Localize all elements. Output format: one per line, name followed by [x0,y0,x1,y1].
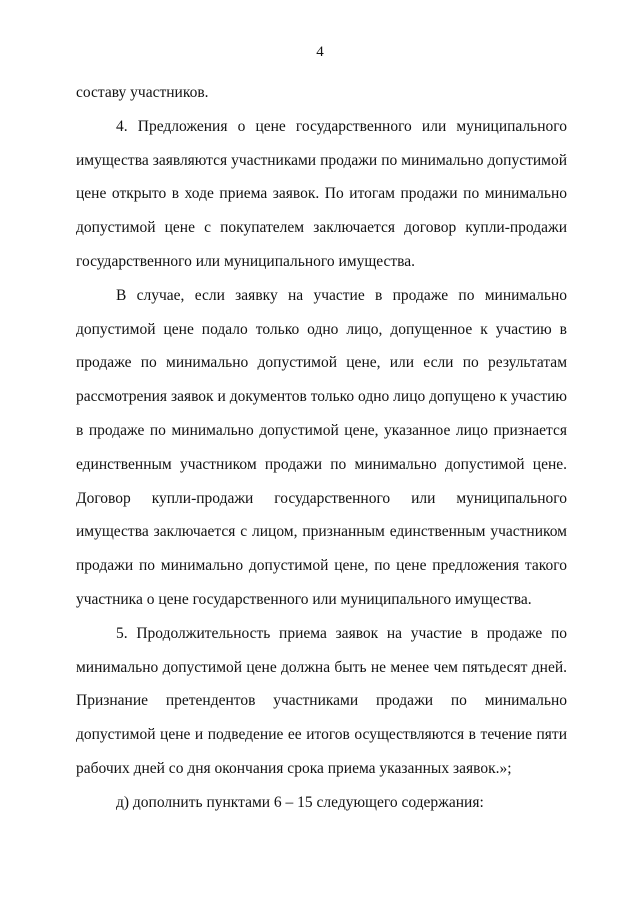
text-line: цене открыто в ходе приема заявок. По итогам продажи по минимально [76,185,567,203]
text-line: составу участников. [76,84,209,101]
text-line: продажи по минимально допустимой цене, по цене предложения такого [76,557,567,575]
text-line: рабочих дней со дня окончания срока приема указанных заявок.»; [76,759,512,777]
text-line: имущества заключается с лицом, признанным единственным участником [76,523,567,541]
text-line: рассмотрения заявок и документов только одно лицо допущено к участию [76,388,567,406]
page-number: 4 [316,44,324,60]
text-line: продаже по минимально допустимой цене, или если по результатам [76,354,567,372]
text-line: в продаже по минимально допустимой цене, указанное лицо признается [76,421,567,439]
text-line: 5. Продолжительность приема заявок на участие в продаже по [116,624,567,642]
document-body [76,76,567,820]
text-line: допустимой цене и подведение ее итогов осуществляются в течение пяти [76,726,567,744]
text-line: Признание претендентов участниками продажи по минимально [76,692,567,710]
text-line: имущества заявляются участниками продажи по минимально допустимой [76,151,567,169]
text-line: Договор купли-продажи государственного или муниципального [76,489,567,507]
text-line: государственного или муниципального имущества. [76,252,416,270]
text-line: 4. Предложения о цене государственного или муниципального [116,117,567,135]
text-line: допустимой цене подало только одно лицо, допущенное к участию в [76,320,567,338]
text-line: д) дополнить пунктами 6 – 15 следующего содержания: [116,793,484,811]
text-line: единственным участником продажи по минимально допустимой цене. [76,455,567,473]
text-line: допустимой цене с покупателем заключается договор купли-продажи [76,219,567,237]
text-line: участника о цене государственного или муниципального имущества. [76,590,532,608]
text-line: В случае, если заявку на участие в продаже по минимально [116,286,567,304]
text-line: минимально допустимой цене должна быть не менее чем пятьдесят дней. [76,658,567,676]
